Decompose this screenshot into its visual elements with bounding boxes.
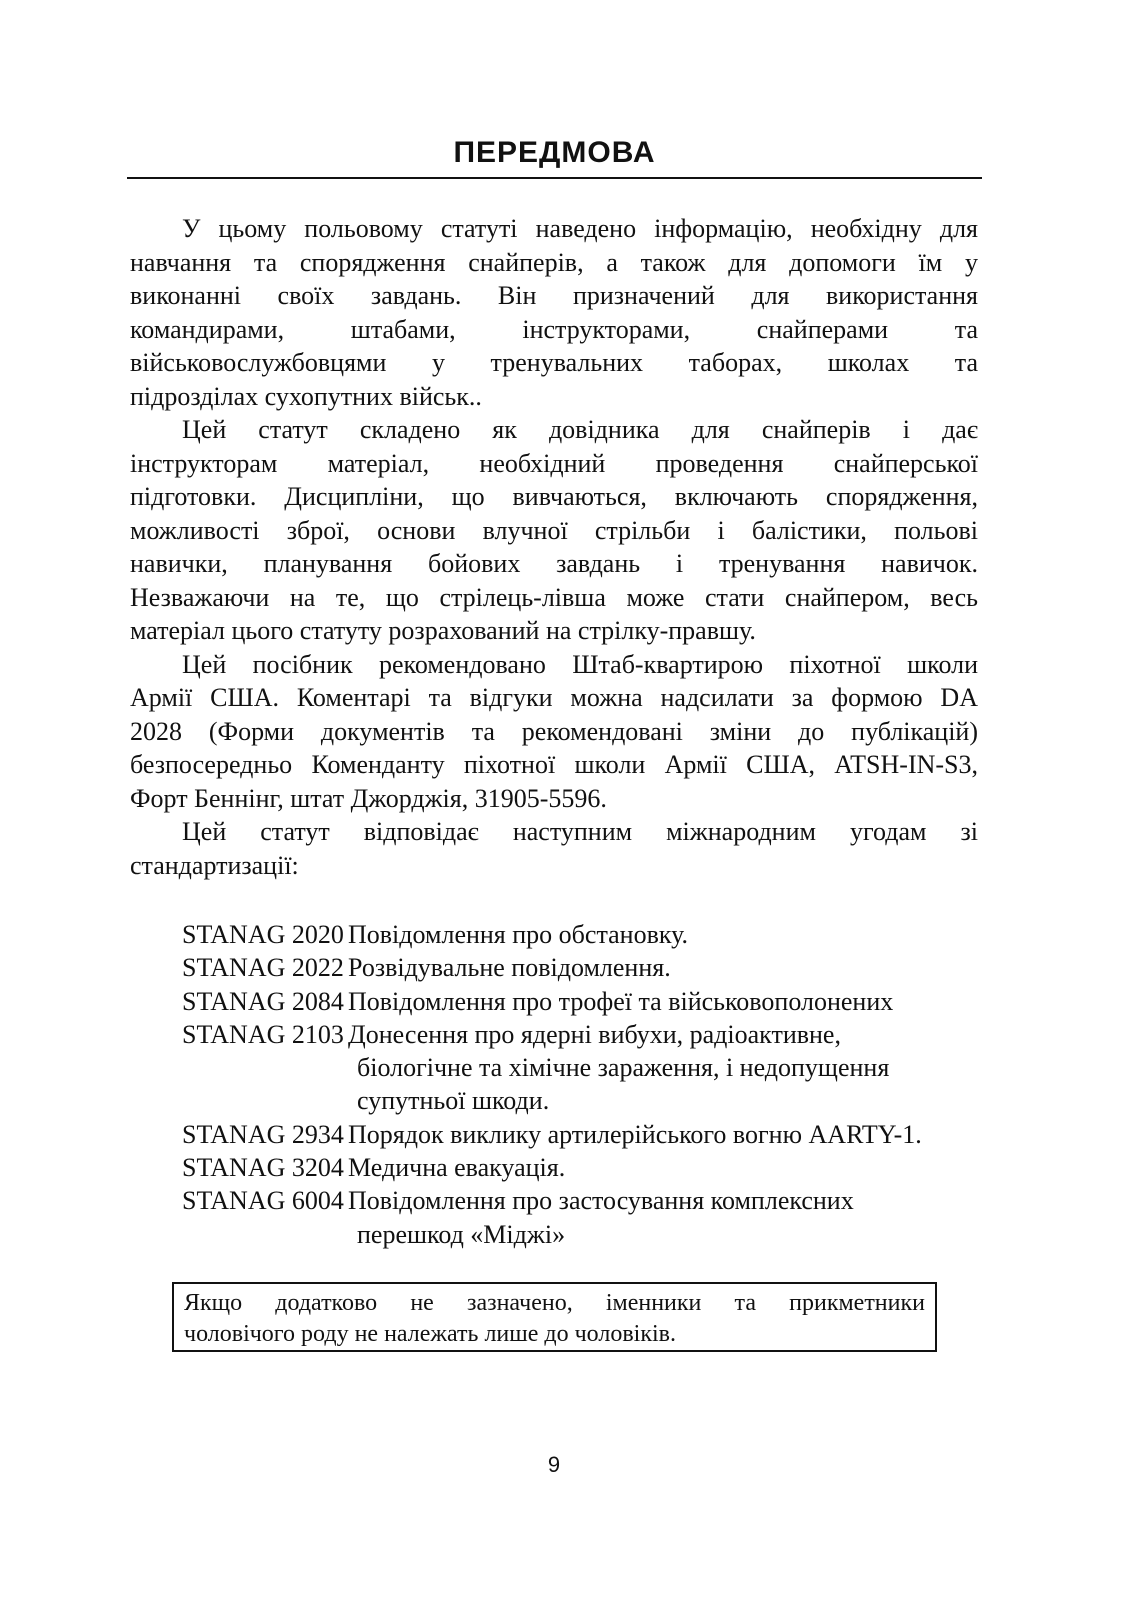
text-line: навчання та спорядження снайперів, а також для допомоги їм у xyxy=(130,247,978,277)
body-text xyxy=(130,212,978,882)
text-line: матеріал цього статуту розрахований на стрілку-правшу. xyxy=(130,616,756,645)
text-line: Форт Беннінг, штат Джорджія, 31905-5596. xyxy=(130,783,607,813)
text-line: 2028 (Форми документів та рекомендовані зміни до публікацій) xyxy=(130,716,978,746)
stanag-code: STANAG 2934 xyxy=(182,1119,344,1149)
stanag-code: STANAG 2022 xyxy=(182,953,344,983)
stanag-description xyxy=(348,985,893,1018)
stanag-description xyxy=(348,1184,854,1251)
stanag-description xyxy=(348,1018,889,1118)
text-line: У цьому польовому статуті наведено інформацію, необхідну для xyxy=(182,214,978,243)
stanag-item xyxy=(182,918,922,951)
text-line: командирами, штабами, інструкторами, снайперами та xyxy=(130,314,978,344)
stanag-item xyxy=(182,1151,922,1184)
stanag-code: STANAG 6004 xyxy=(182,1186,344,1216)
description-line: Повідомлення про трофеї та військовополонених xyxy=(348,986,894,1016)
description-line: Порядок виклику артилерійського вогню AARTY-1. xyxy=(348,1119,922,1149)
stanag-description xyxy=(348,918,688,951)
description-line: Розвідувальне повідомлення. xyxy=(348,953,671,983)
title-underline xyxy=(127,177,982,179)
text-line: Цей посібник рекомендовано Штаб-квартирою піхотної школи xyxy=(182,649,978,679)
page-title: ПЕРЕДМОВА xyxy=(453,136,656,169)
stanag-code: STANAG 2084 xyxy=(182,986,344,1016)
stanag-description xyxy=(348,1151,565,1184)
stanag-item xyxy=(182,985,922,1018)
text-line: можливості зброї, основи влучної стрільби і балістики, польові xyxy=(130,515,978,545)
stanag-description xyxy=(348,1118,922,1151)
text-line: навички, планування бойових завдань і тренування навичок. xyxy=(130,549,978,578)
text-line: безпосередньо Коменданту піхотної школи Армії США, ATSH-IN-S3, xyxy=(130,750,978,779)
description-line: Повідомлення про обстановку. xyxy=(348,920,689,949)
text-line: виконанні своїх завдань. Він призначений для використання xyxy=(130,281,978,310)
stanag-item xyxy=(182,1018,922,1118)
stanag-item xyxy=(182,1118,922,1151)
paragraph xyxy=(130,648,978,816)
text-line: Незважаючи на те, що стрілець-лівша може стати снайпером, весь xyxy=(130,582,978,612)
description-line: супутньої шкоди. xyxy=(357,1086,550,1116)
stanag-description xyxy=(348,951,671,984)
text-line: військовослужбовцями у тренувальних таборах, школах та xyxy=(130,348,978,377)
description-line: біологічне та хімічне зараження, і недопущення xyxy=(357,1053,890,1083)
note-line: чоловічого роду не належать лише до чоловіків. xyxy=(184,1321,676,1347)
description-line: Медична евакуація. xyxy=(348,1153,566,1183)
text-line: Цей статут складено як довідника для снайперів і дає xyxy=(182,415,978,444)
text-line: інструкторам матеріал, необхідний проведення снайперської xyxy=(130,448,978,478)
text-line: Цей статут відповідає наступним міжнародним угодам зі xyxy=(182,817,978,846)
stanag-code: STANAG 3204 xyxy=(182,1153,344,1183)
note-box xyxy=(172,1282,937,1352)
text-line: підрозділах сухопутних військ.. xyxy=(130,381,482,411)
paragraph xyxy=(130,212,978,413)
stanag-item xyxy=(182,951,922,984)
text-line: Армії США. Коментарі та відгуки можна надсилати за формою DA xyxy=(130,683,978,712)
paragraph xyxy=(130,815,978,882)
description-line: Донесення про ядерні вибухи, радіоактивне, xyxy=(348,1019,841,1049)
paragraph xyxy=(130,413,978,648)
page-number: 9 xyxy=(547,1452,561,1477)
stanag-code: STANAG 2020 xyxy=(182,920,344,949)
description-line: перешкод «Міджі» xyxy=(357,1219,566,1249)
stanag-code: STANAG 2103 xyxy=(182,1019,344,1049)
stanag-item xyxy=(182,1184,922,1251)
text-line: стандартизації: xyxy=(130,850,299,880)
description-line: Повідомлення про застосування комплексних xyxy=(348,1186,854,1216)
stanag-list xyxy=(182,918,922,1251)
note-line: Якщо додатково не зазначено, іменники та прикметники xyxy=(184,1290,925,1316)
text-line: підготовки. Дисципліни, що вивчаються, включають спорядження, xyxy=(130,482,978,511)
